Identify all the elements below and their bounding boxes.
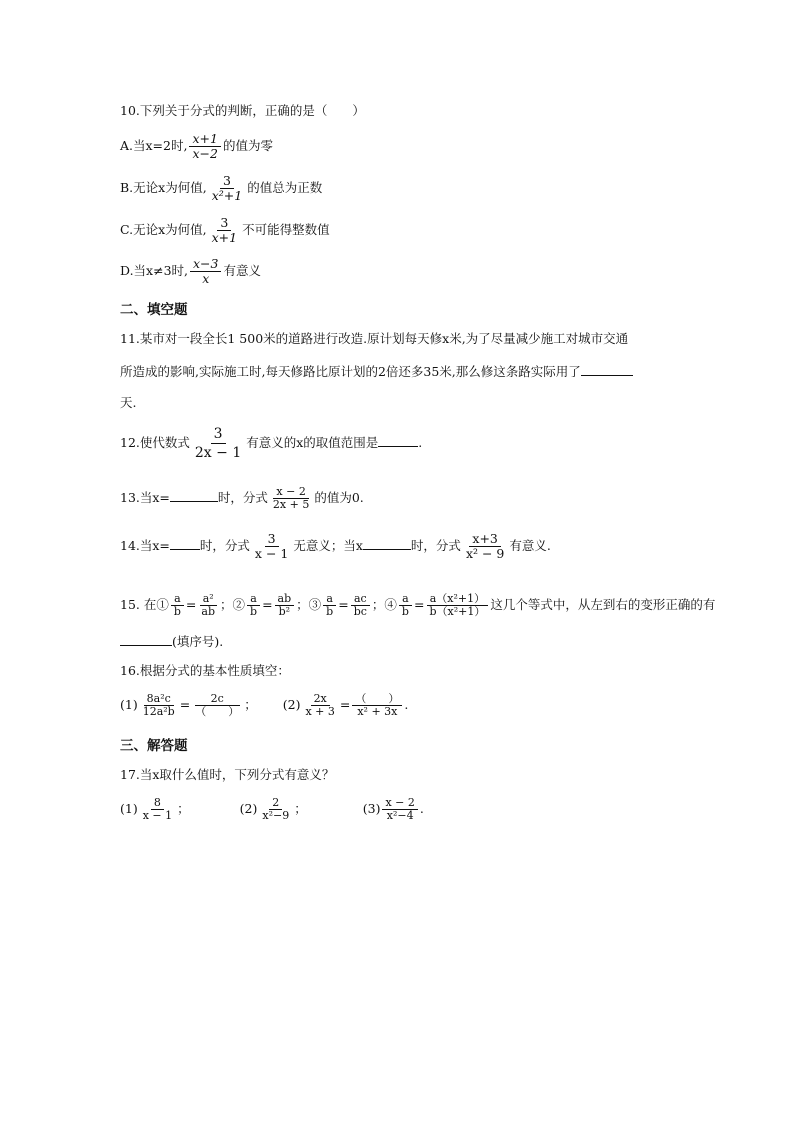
section-heading-fill-blank: 二、填空题 [120,302,188,318]
q11-line3: 天. [120,395,137,410]
fraction: $\frac{( )}{\text{x² + 3x}}$ [352,693,402,718]
q16-stem: 16.根据分式的基本性质填空： [120,663,290,678]
fraction: $\frac{3}{2x - 1}$ [194,426,242,461]
fraction: $\frac{x+3}{\text{x² − 9}}$ [465,531,505,561]
answer-blank [170,537,200,550]
answer-blank [378,434,418,447]
fraction: $\frac{x-3}{x}$ [190,257,221,286]
q10-option-d: D.当x≠3时, $\frac{x-3}{x}$ 有意义 [120,256,261,286]
q10-option-c: C.无论x为何值, $\frac{3}{x+1}$ 不可能得整数值 [120,215,330,245]
q12: 12.使代数式 $\frac{3}{2x - 1}$ 有意义的x的取值范围是 . [120,426,423,461]
fraction: $\frac{2}{\text{x²−9}}$ [262,796,290,822]
fraction: $\frac{a}{b}$ [399,593,412,618]
answer-blank [581,363,633,376]
q11-line2: 所造成的影响,实际施工时,每天修路比原计划的2倍还多35米,那么修这条路实际用了 [120,363,633,380]
fraction: $\frac{a}{b}$ [247,593,260,618]
fraction: $\frac{x - 2}{\text{x²−4}}$ [382,797,417,822]
fraction: $\frac{ac}{bc}$ [351,593,370,618]
fraction: $\frac{3}{x - 1}$ [254,531,289,561]
fraction: $\frac{a}{b}$ [171,593,184,618]
q16-parts: (1) $\frac{\text{8a²c}}{\text{12a²b}}$ = $\frac{2c}{( )}$ ； (2) $\frac{2x}{x + 3}$ = $\frac{( )}{\text{x² + 3x}}$ . [120,692,409,718]
q10-option-a: A.当x=2时, $\frac{x+1}{x-2}$ 的值为零 [120,131,273,161]
q10-option-b: B.无论x为何值, $\frac{3}{\text{x²+1}}$ 的值总为正数 [120,173,323,203]
fraction: $\frac{ab}{\text{b²}}$ [275,593,295,618]
fraction: $\frac{\text{8a²c}}{\text{12a²b}}$ [142,692,175,718]
answer-blank [363,537,411,550]
fraction: $\frac{8}{x - 1}$ [142,796,173,822]
q11-line1: 11.某市对一段全长1 500米的道路进行改造.原计划每天修x米,为了尽量减少施工对城市交通 [120,331,629,346]
q15-line2: (填序号). [120,633,223,650]
fraction: $\frac{a}{b}$ [323,593,336,618]
q15-line1: 15. 在① $\frac{a}{b}$ = $\frac{\text{a²}}{ab}$ ；② $\frac{a}{b}$ = $\frac{ab}{\text{b²}}$ ；③ $\frac{a}{b}$ = $\frac{ac}{bc}$ ；④ $\frac{a}{b}$ = $\frac{\text{a（x²+1）}}{\text{b（x²+1）}}$ 这几个等式中，从左到右的变形正确的有 [120,592,716,618]
q17-stem: 17.当x取什么值时，下列分式有意义？ [120,767,335,782]
q17-parts: (1) $\frac{8}{x - 1}$ ； (2) $\frac{2}{\text{x²−9}}$ ； (3) $\frac{x - 2}{\text{x²−4}}$ . [120,796,424,822]
fraction: $\frac{x - 2}{2x + 5}$ [272,485,310,511]
fraction: $\frac{3}{\text{x²+1}}$ [211,173,243,203]
section-heading-solve: 三、解答题 [120,738,188,754]
fraction: $\frac{x+1}{x-2}$ [189,132,220,161]
fraction: $\frac{2x}{x + 3}$ [305,692,335,718]
fraction: $\frac{3}{x+1}$ [211,215,238,245]
q14: 14.当x= 时，分式 $\frac{3}{x - 1}$ 无意义；当x 时，分式 $\frac{x+3}{\text{x² − 9}}$ 有意义. [120,531,551,561]
answer-blank [170,489,218,502]
answer-blank [120,633,172,646]
q10-stem: 10.下列关于分式的判断，正确的是（ ） [120,103,365,118]
fraction: $\frac{2c}{( )}$ [195,692,240,718]
fraction: $\frac{\text{a（x²+1）}}{\text{b（x²+1）}}$ [426,593,488,618]
fraction: $\frac{\text{a²}}{ab}$ [201,592,215,618]
q13: 13.当x= 时，分式 $\frac{x - 2}{2x + 5}$ 的值为0. [120,485,364,511]
